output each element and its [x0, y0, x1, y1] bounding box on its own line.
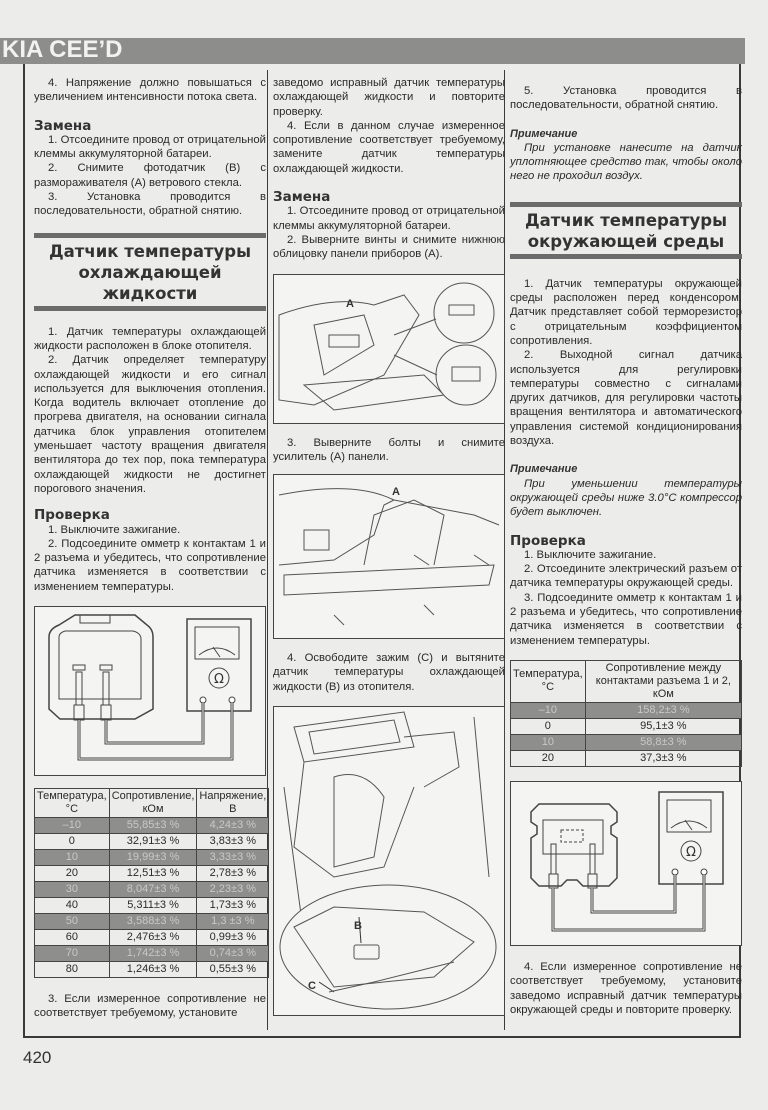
table-row	[35, 850, 269, 866]
cell: 1,246±3 %	[109, 962, 197, 978]
paragraph: 4. Напряжение должно повышаться с увеличением интенсивности потока света.	[34, 77, 266, 104]
column-1	[34, 64, 266, 1021]
cell: 30	[35, 882, 110, 898]
step: 1. Отсоедините провод от отрицательной клеммы аккумуляторной батареи.	[34, 133, 266, 161]
cell: 2,78±3 %	[197, 866, 269, 882]
step: 5. Установка проводится в последовательности, обратной снятию.	[510, 85, 742, 112]
table-row	[511, 702, 742, 718]
step: 1. Выключите зажигание.	[524, 548, 657, 561]
ohm-symbol: Ω	[214, 672, 224, 688]
cell: –10	[35, 818, 110, 834]
step: 1. Выключите зажигание.	[48, 523, 181, 536]
paragraph: 2. Выходной сигнал датчика используется для регулировки температуры совместно с сигналами других датчиков, для регулировки частоты вращения вентилятора и автоматического управления системой кондиционирования воздуха.	[510, 349, 742, 448]
label-b: B	[354, 920, 362, 933]
paragraph: 2. Датчик определяет температуру охлаждающей жидкости и его сигнал используется для выключения отопления. Когда водитель включает отопление до прогрева двигателя, на основании сигнала датчика блок управления отопителем уменьшает частоту вращения двигателя вентилятора до тех пор, пока температура охлаждающей жидкости не достигнет порогового значения.	[34, 354, 266, 495]
cell: 8,047±3 %	[109, 882, 197, 898]
step: 2. Выверните винты и снимите нижнюю облицовку панели приборов (A).	[273, 233, 505, 261]
step: 3. Выверните болты и снимите усилитель (A) панели.	[273, 436, 505, 463]
step: 2. Подсоедините омметр к контактам 1 и 2 разъема и убедитесь, что сопротивление датчика изменяется в соответствии с изменением температуры.	[34, 537, 266, 593]
section-title-coolant-sensor	[34, 233, 266, 311]
table-row	[35, 866, 269, 882]
cell: 32,91±3 %	[109, 834, 197, 850]
table-row	[35, 962, 269, 978]
cell: 0,55±3 %	[197, 962, 269, 978]
cell: 20	[511, 750, 586, 766]
section-heading-check: Проверка	[34, 507, 110, 524]
ohmmeter-wiring-diagram	[34, 606, 266, 776]
section-title-ambient-sensor	[510, 202, 742, 259]
table-row	[35, 930, 269, 946]
cell: 3,33±3 %	[197, 850, 269, 866]
dashboard-trim-illustration	[274, 275, 503, 422]
section-title-line: Датчик температуры	[48, 241, 252, 261]
note-heading: Примечание	[510, 127, 578, 140]
cell: 95,1±3 %	[585, 718, 741, 734]
wiring-diagram-svg	[35, 607, 264, 774]
cell: 3,588±3 %	[109, 914, 197, 930]
table-row	[35, 882, 269, 898]
table-row	[35, 946, 269, 962]
ohm-symbol: Ω	[686, 844, 696, 860]
section-title-line: окружающей среды	[527, 231, 725, 251]
note-text: При уменьшении температуры окружающей среды ниже 3.0°С компрессор будет выключен.	[510, 477, 742, 519]
note-heading: Примечание	[510, 463, 578, 476]
table-row	[35, 914, 269, 930]
header-voltage: Напряжение, В	[197, 789, 269, 818]
cell: 55,85±3 %	[109, 818, 197, 834]
label-a: A	[346, 297, 354, 310]
paragraph: 4. Если в данном случае измеренное сопротивление соответствует требуемому, замените датчик температуры охлаждающей жидкости.	[273, 119, 505, 175]
column-2	[273, 64, 505, 1016]
cell: 2,23±3 %	[197, 882, 269, 898]
header-resistance: Сопротивление между контактами разъема 1 и 2, кОм	[585, 660, 741, 702]
step: 3. Подсоедините омметр к контактам 1 и 2 разъема и убедитесь, что сопротивление датчика изменяется в соответствии с изменением температуры.	[510, 591, 742, 647]
cell: 1,73±3 %	[197, 898, 269, 914]
section-heading-replace: Замена	[273, 189, 331, 206]
cell: 12,51±3 %	[109, 866, 197, 882]
cell: 40	[35, 898, 110, 914]
cell: –10	[511, 702, 586, 718]
section-title-line: охлаждающей жидкости	[78, 262, 222, 303]
header-temperature: Температура, °С	[35, 789, 110, 818]
table-row	[511, 718, 742, 734]
cell: 0	[511, 718, 586, 734]
label-c: C	[308, 980, 316, 993]
cell: 58,8±3 %	[585, 734, 741, 750]
paragraph: заведомо исправный датчик температуры охлаждающей жидкости и повторите проверку.	[273, 77, 505, 118]
cell: 158,2±3 %	[585, 702, 741, 718]
step: 4. Если измеренное сопротивление не соответствует требуемому, установите заведомо исправный датчик температуры окружающей среды и повторите проверку.	[510, 960, 742, 1016]
table-row	[511, 750, 742, 766]
section-heading-replace: Замена	[34, 117, 92, 134]
cell: 1,742±3 %	[109, 946, 197, 962]
table-header-row	[511, 660, 742, 702]
ambient-sensor-table	[510, 660, 742, 767]
header-resistance: Сопротивление, кОм	[109, 789, 197, 818]
section-heading-check: Проверка	[510, 532, 586, 549]
paragraph: 1. Датчик температуры охлаждающей жидкости расположен в блоке отопителя.	[34, 325, 266, 352]
cell: 0,74±3 %	[197, 946, 269, 962]
coolant-sensor-table	[34, 788, 269, 978]
heater-unit-illustration	[274, 707, 503, 1014]
cell: 37,3±3 %	[585, 750, 741, 766]
table-row	[35, 834, 269, 850]
table-row	[35, 818, 269, 834]
paragraph: 1. Датчик температуры окружающей среды расположен перед конденсором. Датчик представляет собой терморезистор с отрицательным коэффициентом сопротивления.	[510, 277, 742, 347]
cell: 0,99±3 %	[197, 930, 269, 946]
column-3	[510, 64, 742, 1017]
cell: 3,83±3 %	[197, 834, 269, 850]
figure-heater-sensor	[273, 706, 505, 1016]
label-a: A	[392, 486, 400, 499]
note-text: При установке нанесите на датчик уплотняющее средство так, чтобы около него не проходил воздух.	[510, 141, 742, 183]
step: 3. Установка проводится в последовательности, обратной снятию.	[34, 191, 266, 218]
table-row	[35, 898, 269, 914]
cell: 60	[35, 930, 110, 946]
cell: 2,476±3 %	[109, 930, 197, 946]
paragraph: 3. Если измеренное сопротивление не соответствует требуемому, установите	[34, 993, 266, 1020]
step: 2. Снимите фотодатчик (B) с размораживателя (A) ветрового стекла.	[34, 162, 266, 189]
book-title: KIA CEE’D	[2, 36, 123, 63]
cell: 19,99±3 %	[109, 850, 197, 866]
cell: 50	[35, 914, 110, 930]
table-header-row	[35, 789, 269, 818]
cell: 4,24±3 %	[197, 818, 269, 834]
step: 1. Отсоедините провод от отрицательной клеммы аккумуляторной батареи.	[273, 205, 505, 232]
section-title-line: Датчик температуры	[524, 210, 728, 230]
figure-dashboard-lower-trim	[273, 274, 505, 424]
cell: 5,311±3 %	[109, 898, 197, 914]
header-temperature: Температура, °С	[511, 660, 586, 702]
cell: 70	[35, 946, 110, 962]
cell: 20	[35, 866, 110, 882]
ohmmeter-wiring-diagram	[510, 781, 742, 946]
step: 4. Освободите зажим (C) и вытяните датчик температуры охлаждающей жидкости (B) из отопителя.	[273, 652, 505, 693]
cell: 10	[511, 734, 586, 750]
cell: 80	[35, 962, 110, 978]
step: 2. Отсоедините электрический разъем от датчика температуры окружающей среды.	[510, 563, 742, 590]
wiring-diagram-svg	[511, 782, 740, 944]
table-row	[511, 734, 742, 750]
figure-panel-reinforcement	[273, 474, 505, 639]
panel-reinforcement-illustration	[274, 475, 503, 637]
page-number: 420	[23, 1048, 52, 1067]
cell: 10	[35, 850, 110, 866]
cell: 1,3 ±3 %	[197, 914, 269, 930]
cell: 0	[35, 834, 110, 850]
